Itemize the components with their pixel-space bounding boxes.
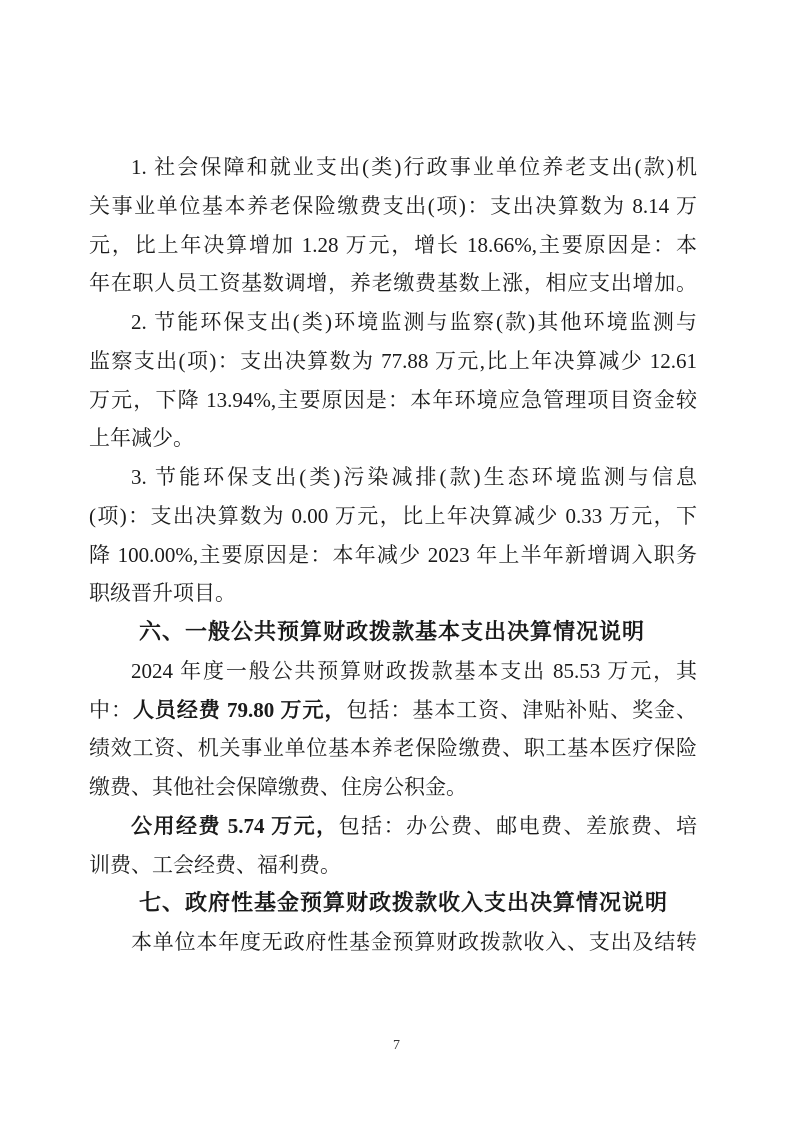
paragraph — [89, 148, 697, 303]
text-line — [89, 923, 697, 962]
document-content — [89, 148, 697, 962]
heading-line — [89, 613, 697, 652]
text-run: 万元，下降 13.94%,主要原因是：本年环境应急管理项目资金较 — [89, 387, 697, 412]
text-run: 绩效工资、机关事业单位基本养老保险缴费、职工基本医疗保险 — [89, 736, 697, 761]
text-run: 六、一般公共预算财政拨款基本支出决算情况说明 — [139, 619, 646, 644]
text-line — [89, 458, 697, 497]
text-line — [89, 846, 697, 885]
paragraph — [89, 458, 697, 613]
paragraph — [89, 923, 697, 962]
paragraph — [89, 807, 697, 885]
text-line — [89, 807, 697, 846]
text-run: 中： — [89, 697, 133, 722]
text-line — [89, 381, 697, 420]
text-run: 关事业单位基本养老保险缴费支出(项)：支出决算数为 8.14 万 — [89, 193, 697, 218]
text-line — [89, 652, 697, 691]
text-line — [89, 303, 697, 342]
text-line — [89, 226, 697, 265]
bold-run: 人员经费 79.80 万元， — [132, 697, 347, 722]
bold-run: 公用经费 5.74 万元， — [131, 813, 339, 838]
text-line — [89, 342, 697, 381]
text-run: 元，比上年决算增加 1.28 万元，增长 18.66%,主要原因是：本 — [89, 232, 697, 257]
section-heading — [89, 613, 697, 652]
paragraph — [89, 652, 697, 807]
text-run: 七、政府性基金预算财政拨款收入支出决算情况说明 — [139, 890, 669, 916]
text-run: 2. 节能环保支出(类)环境监测与监察(款)其他环境监测与 — [131, 310, 697, 334]
text-line — [89, 768, 697, 807]
text-line — [89, 536, 697, 575]
text-run: 2024 年度一般公共预算财政拨款基本支出 85.53 万元，其 — [131, 658, 697, 683]
text-run: 本单位本年度无政府性基金预算财政拨款收入、支出及结转 — [131, 930, 697, 954]
text-run: 3. 节能环保支出(类)污染减排(款)生态环境监测与信息 — [131, 465, 697, 489]
page-number: 7 — [393, 1038, 400, 1053]
section-heading — [89, 884, 697, 923]
text-run: 年在职人员工资基数调增，养老缴费基数上涨，相应支出增加。 — [89, 271, 697, 296]
text-line — [89, 691, 697, 730]
text-run: 监察支出(项)：支出决算数为 77.88 万元,比上年决算减少 12.61 — [89, 348, 697, 373]
text-line — [89, 187, 697, 226]
text-run: 降 100.00%,主要原因是：本年减少 2023 年上半年新增调入职务 — [89, 542, 697, 567]
paragraph — [89, 303, 697, 458]
text-run: 上年减少。 — [89, 426, 194, 451]
text-run: 职级晋升项目。 — [89, 581, 236, 606]
text-line — [89, 264, 697, 303]
text-line — [89, 729, 697, 768]
heading-line — [89, 884, 697, 923]
text-line — [89, 497, 697, 536]
text-run: 缴费、其他社会保障缴费、住房公积金。 — [89, 775, 467, 799]
text-run: 1. 社会保障和就业支出(类)行政事业单位养老支出(款)机 — [131, 155, 697, 179]
text-line — [89, 574, 697, 613]
text-run: 训费、工会经费、福利费。 — [89, 852, 341, 877]
text-line — [89, 419, 697, 458]
text-run: 包括：办公费、邮电费、差旅费、培 — [338, 813, 697, 838]
text-run: (项)：支出决算数为 0.00 万元，比上年决算减少 0.33 万元，下 — [89, 503, 697, 528]
text-line — [89, 148, 697, 187]
text-run: 包括：基本工资、津贴补贴、奖金、 — [346, 697, 697, 722]
